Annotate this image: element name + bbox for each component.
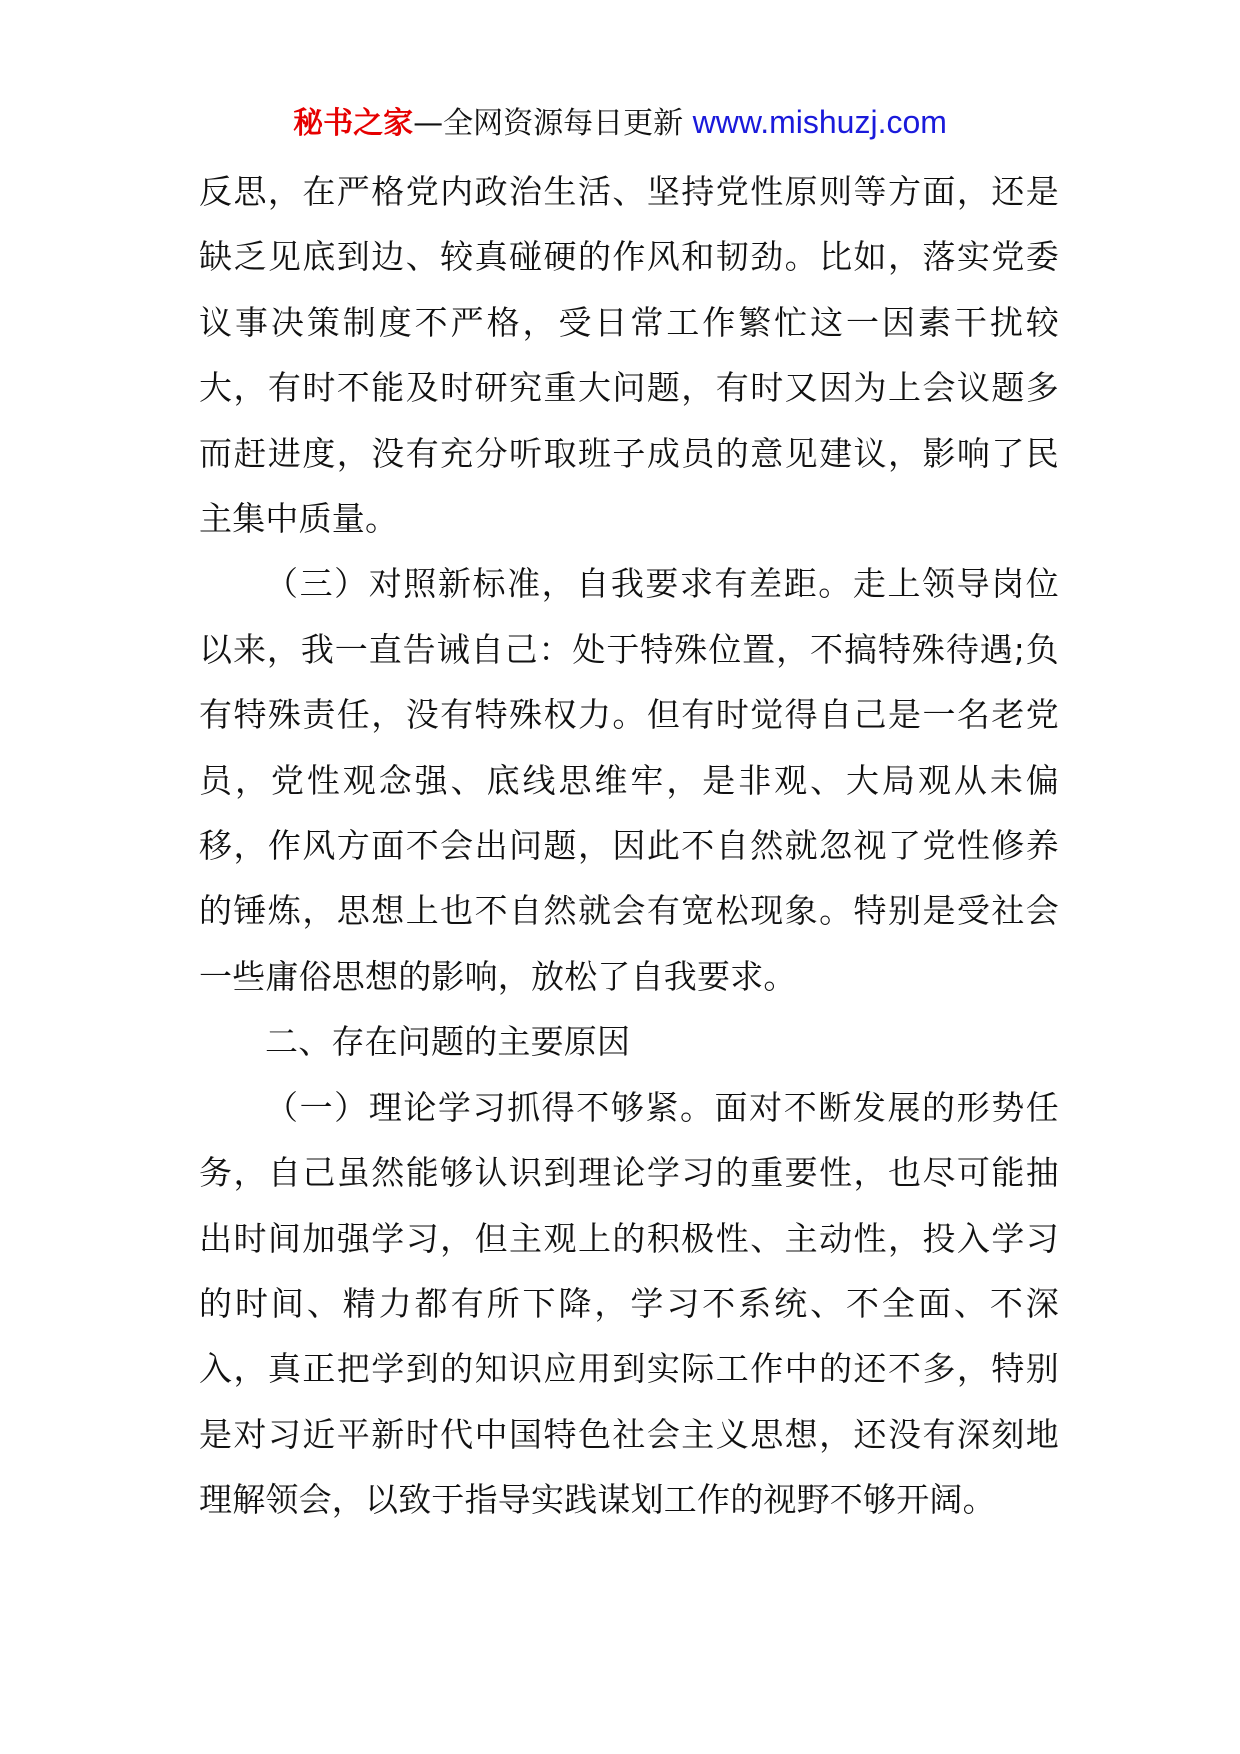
watermark-header [0,100,1240,146]
paragraph-cause-one: （一）理论学习抓得不够紧。面对不断发展的形势任务，自己虽然能够认识到理论学习的重要性，也尽可能抽出时间加强学习，但主观上的积极性、主动性，投入学习的时间、精力都有所下降，学习不系统、不全面、不深入，真正把学到的知识应用到实际工作中的还不多，特别是对习近平新时代中国特色社会主义思想，还没有深刻地理解领会，以致于指导实践谋划工作的视野不够开阔。 [199,1087,1059,1520]
section-heading-causes: 二、存在问题的主要原因 [265,1022,631,1062]
paragraph-section-three: （三）对照新标准，自我要求有差距。走上领导岗位以来，我一直告诫自己：处于特殊位置，不搞特殊待遇;负有特殊责任，没有特殊权力。但有时觉得自己是一名老党员，党性观念强、底线思维牢，是非观、大局观从未偏移，作风方面不会出问题，因此不自然就忽视了党性修养的锤炼，思想上也不自然就会有宽松现象。特别是受社会一些庸俗思想的影响，放松了自我要求。 [199,564,1059,996]
header-tagline: —全网资源每日更新 [413,106,684,141]
document-body [199,159,1059,1533]
site-url: www.mishuzj.com [692,104,947,140]
paragraph-continuation: 反思，在严格党内政治生活、坚持党性原则等方面，还是缺乏见底到边、较真碰硬的作风和韧劲。比如，落实党委议事决策制度不严格，受日常工作繁忙这一因素干扰较大，有时不能及时研究重大问题，有时又因为上会议题多而赶进度，没有充分听取班子成员的意见建议，影响了民主集中质量。 [199,172,1059,539]
brand-name: 秘书之家 [293,106,414,141]
